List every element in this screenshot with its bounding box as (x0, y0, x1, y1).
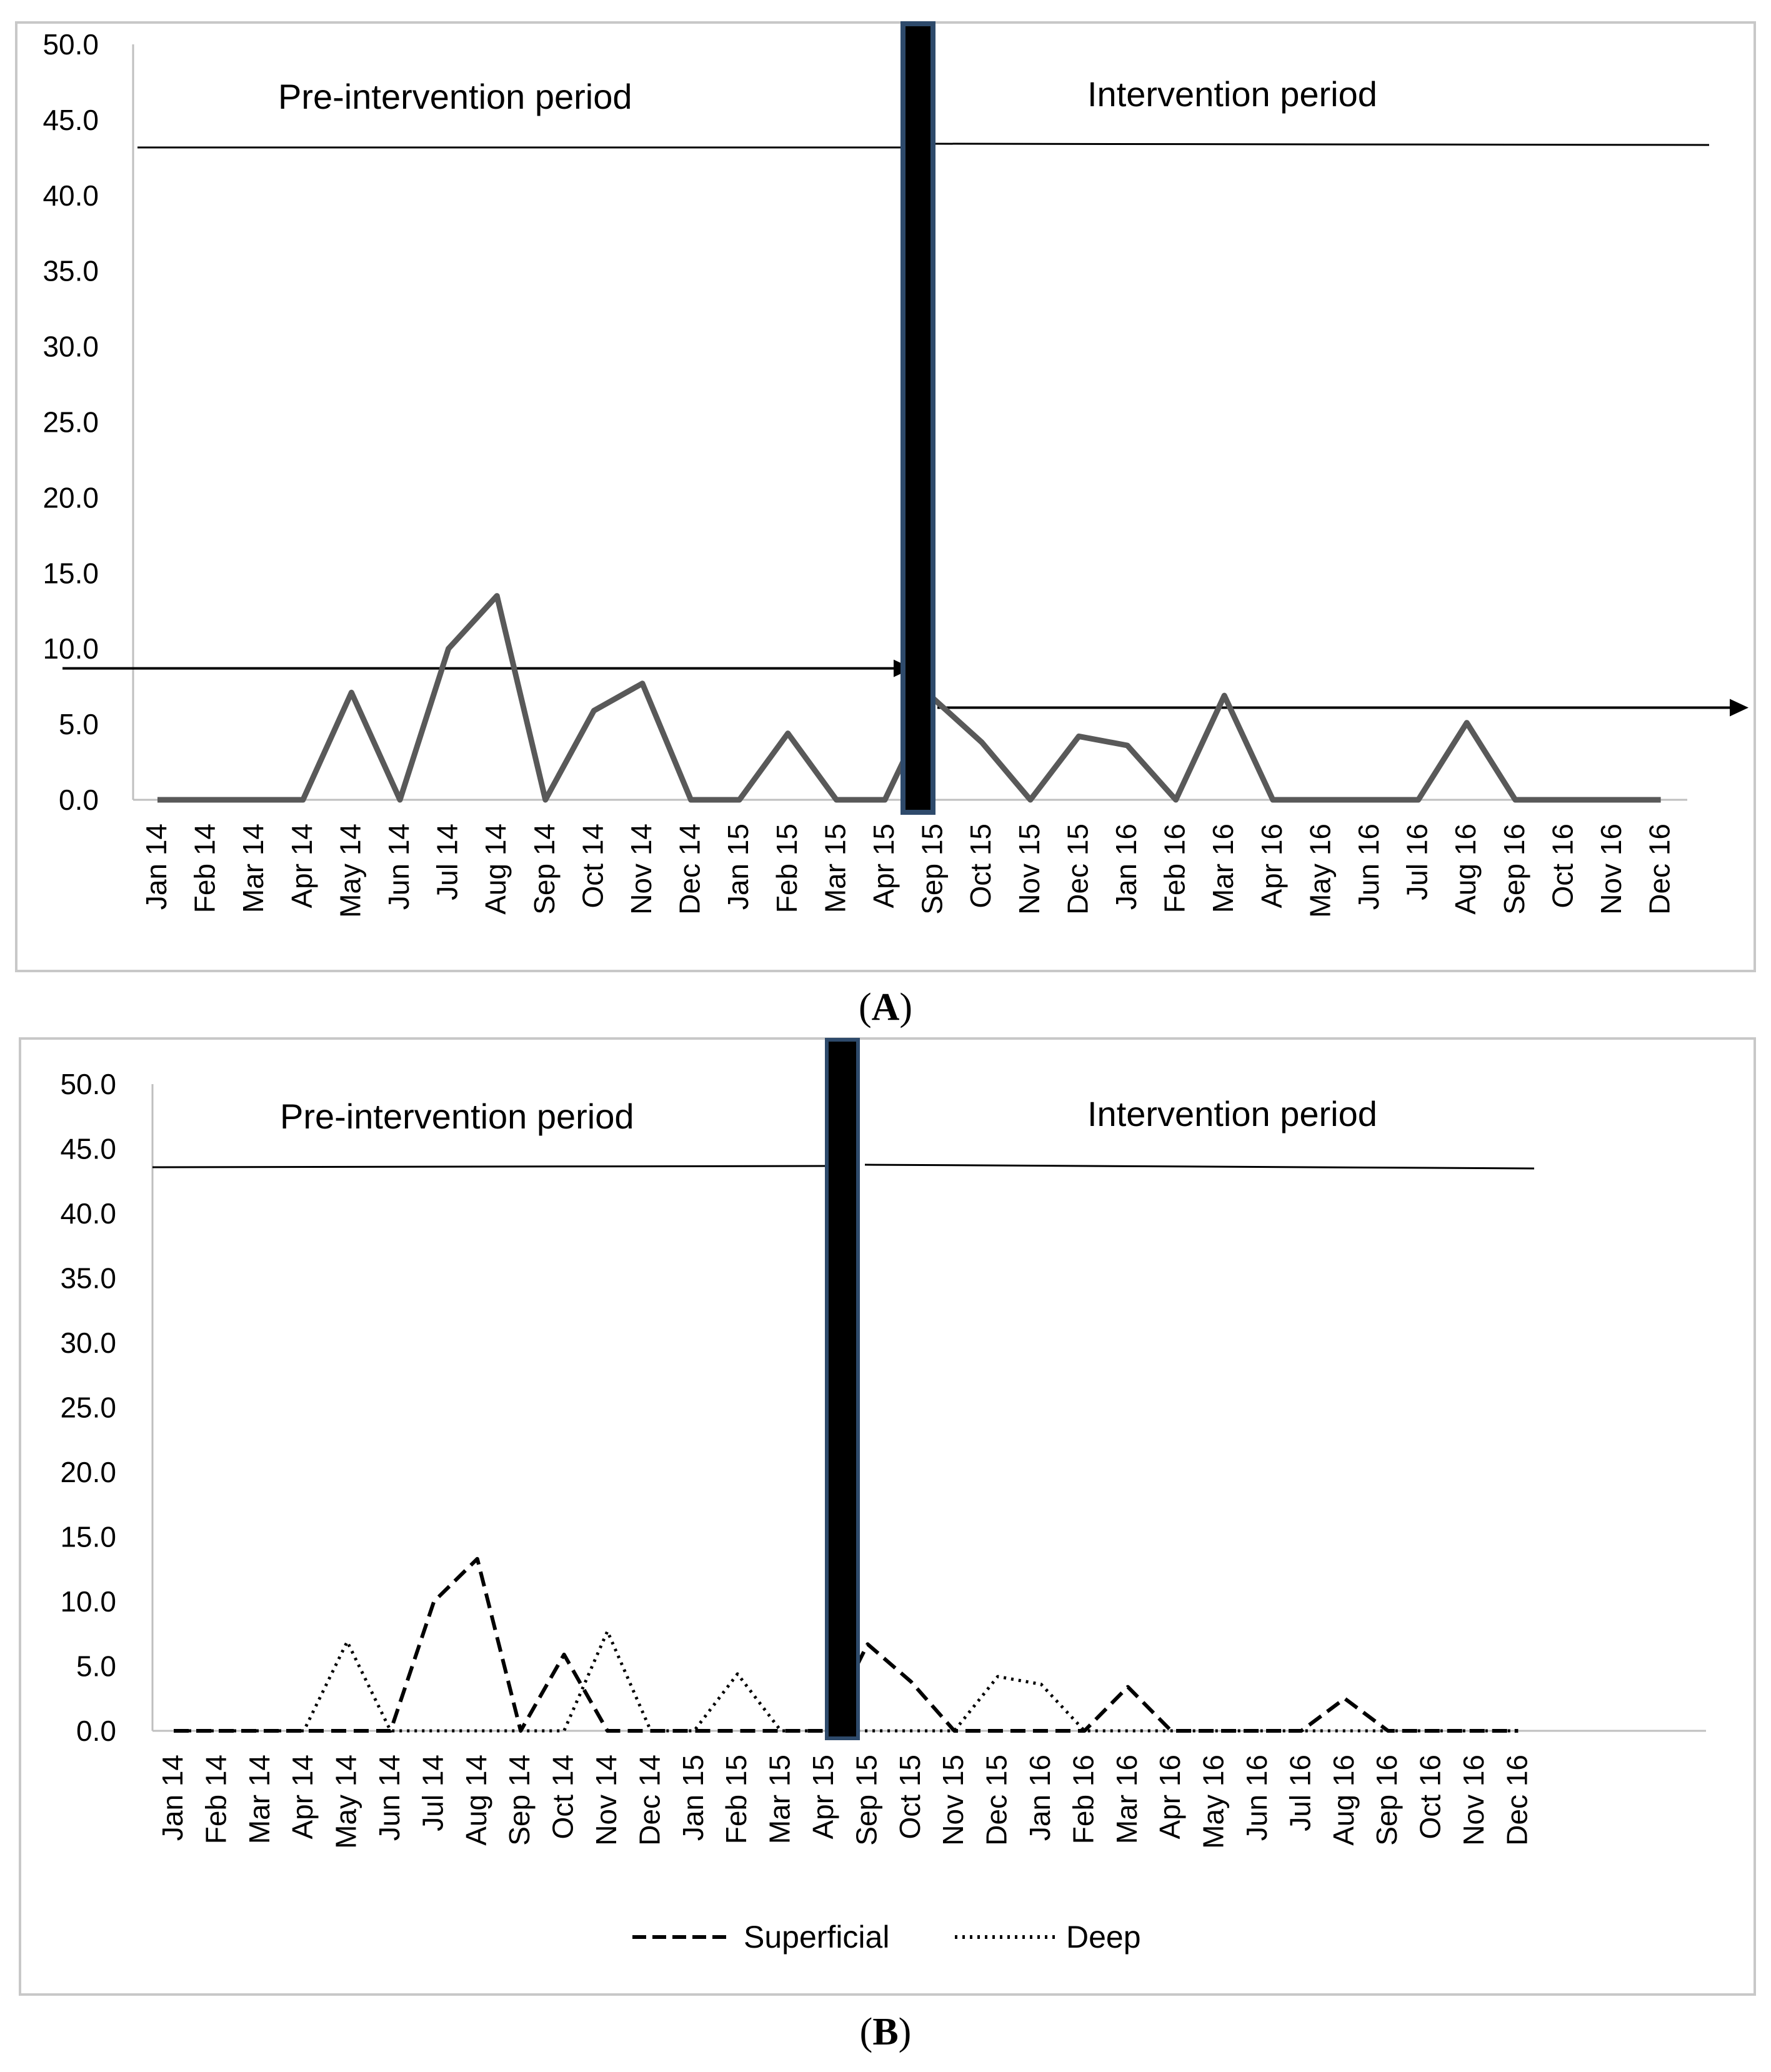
x-tick-label: Aug 16 (1327, 1755, 1360, 1846)
x-tick-label: Dec 16 (1643, 824, 1676, 915)
y-tick-label: 10.0 (42, 632, 99, 665)
y-tick-label: 45.0 (60, 1132, 116, 1165)
x-tick-label: Apr 16 (1154, 1755, 1187, 1840)
panel-a-caption: (A) (858, 986, 913, 1029)
x-tick-label: Mar 16 (1110, 1755, 1143, 1845)
y-tick-label: 45.0 (42, 103, 99, 136)
x-tick-label: Nov 16 (1457, 1755, 1490, 1846)
x-tick-label: Aug 16 (1449, 824, 1482, 915)
x-tick-label: Feb 15 (770, 824, 803, 914)
x-tick-label: Jul 14 (431, 824, 464, 900)
x-tick-label: Jun 14 (382, 824, 415, 910)
x-tick-label: Jan 14 (156, 1755, 189, 1841)
x-tick-label: May 14 (334, 824, 367, 918)
x-tick-label: Nov 15 (1012, 824, 1045, 915)
y-tick-label: 5.0 (59, 708, 99, 741)
x-tick-label: Oct 15 (893, 1755, 926, 1840)
x-tick-label: Nov 14 (590, 1755, 622, 1846)
panel-a-intervention-period-line (928, 144, 1709, 145)
x-tick-label: Oct 14 (576, 824, 609, 909)
x-tick-label: Oct 15 (964, 824, 997, 909)
y-tick-label: 40.0 (60, 1197, 116, 1230)
x-tick-label: Nov 14 (625, 824, 657, 915)
x-tick-label: Feb 16 (1158, 824, 1191, 914)
x-tick-label: Mar 15 (819, 824, 852, 914)
x-tick-label: Mar 15 (763, 1755, 796, 1845)
legend-deep-label: Deep (1066, 1920, 1141, 1955)
y-tick-label: 40.0 (42, 179, 99, 212)
x-tick-label: Mar 14 (237, 824, 270, 914)
x-tick-label: Oct 16 (1546, 824, 1579, 909)
panel-a-caption-letter: A (871, 986, 900, 1029)
x-tick-label: Jul 16 (1400, 824, 1434, 900)
x-tick-label: Sep 15 (850, 1755, 883, 1846)
x-tick-label: May 14 (329, 1755, 362, 1849)
x-tick-label: Apr 15 (807, 1755, 839, 1840)
x-tick-label: Jan 14 (140, 824, 172, 910)
x-tick-label: Feb 14 (188, 824, 221, 914)
x-tick-label: Mar 16 (1207, 824, 1240, 914)
x-tick-label: Sep 16 (1497, 824, 1530, 915)
panel-b-intervention-divider (827, 1040, 858, 1738)
x-tick-label: Nov 15 (937, 1755, 970, 1846)
x-tick-label: Dec 14 (633, 1755, 666, 1846)
x-tick-label: Nov 16 (1595, 824, 1627, 915)
x-tick-label: Dec 14 (673, 824, 706, 915)
y-tick-label: 35.0 (42, 254, 99, 287)
x-tick-label: Apr 15 (867, 824, 900, 909)
panel-a-intervention-divider (903, 24, 933, 812)
x-tick-label: Jul 16 (1284, 1755, 1317, 1831)
panel-a-intervention-period-label: Intervention period (1087, 74, 1377, 114)
x-tick-label: Dec 15 (1061, 824, 1094, 915)
y-tick-label: 10.0 (60, 1585, 116, 1618)
y-tick-label: 30.0 (42, 330, 99, 363)
x-tick-label: Sep 15 (915, 824, 949, 915)
y-tick-label: 0.0 (76, 1715, 116, 1747)
y-tick-label: 35.0 (60, 1262, 116, 1295)
x-tick-label: Apr 14 (286, 1755, 319, 1840)
y-tick-label: 50.0 (42, 28, 99, 61)
y-tick-label: 0.0 (59, 784, 99, 816)
x-tick-label: Jun 14 (373, 1755, 406, 1841)
y-tick-label: 25.0 (60, 1391, 116, 1424)
x-tick-label: Jan 15 (676, 1755, 709, 1841)
panel-b-caption-letter: B (872, 2011, 899, 2053)
panel-a-pre-period-label: Pre-intervention period (278, 77, 632, 116)
x-tick-label: Feb 15 (720, 1755, 753, 1845)
x-tick-label: Jan 16 (1024, 1755, 1056, 1841)
x-tick-label: Jul 14 (416, 1755, 449, 1831)
y-tick-label: 15.0 (42, 557, 99, 590)
x-tick-label: Aug 14 (459, 1755, 492, 1846)
x-tick-label: Oct 16 (1414, 1755, 1447, 1840)
legend-superficial-label: Superficial (744, 1920, 890, 1955)
x-tick-label: Jan 15 (722, 824, 755, 910)
x-tick-label: May 16 (1197, 1755, 1230, 1849)
x-tick-label: Feb 14 (199, 1755, 232, 1845)
x-tick-label: Feb 16 (1067, 1755, 1100, 1845)
x-tick-label: Apr 16 (1255, 824, 1288, 909)
x-tick-label: May 16 (1304, 824, 1337, 918)
y-tick-label: 30.0 (60, 1327, 116, 1359)
x-tick-label: Sep 16 (1370, 1755, 1404, 1846)
y-tick-label: 25.0 (42, 406, 99, 439)
x-tick-label: Apr 14 (285, 824, 318, 909)
x-tick-label: Sep 14 (503, 1755, 536, 1846)
x-tick-label: Dec 15 (980, 1755, 1013, 1846)
y-tick-label: 5.0 (76, 1650, 116, 1683)
x-tick-label: Jun 16 (1240, 1755, 1273, 1841)
x-tick-label: Jan 16 (1110, 824, 1142, 910)
y-tick-label: 50.0 (60, 1068, 116, 1100)
x-tick-label: Oct 14 (546, 1755, 579, 1840)
panel-b-pre-period-line (152, 1166, 828, 1167)
y-tick-label: 15.0 (60, 1520, 116, 1553)
x-tick-label: Aug 14 (479, 824, 512, 915)
y-tick-label: 20.0 (60, 1456, 116, 1488)
y-tick-label: 20.0 (42, 481, 99, 514)
x-tick-label: Dec 16 (1500, 1755, 1534, 1846)
x-tick-label: Jun 16 (1352, 824, 1385, 910)
panel-b-pre-period-label: Pre-intervention period (280, 1097, 634, 1136)
x-tick-label: Mar 14 (242, 1755, 276, 1845)
panel-b-caption: (B) (859, 2011, 912, 2053)
panel-b-intervention-period-label: Intervention period (1087, 1094, 1377, 1133)
x-tick-label: Sep 14 (527, 824, 561, 915)
